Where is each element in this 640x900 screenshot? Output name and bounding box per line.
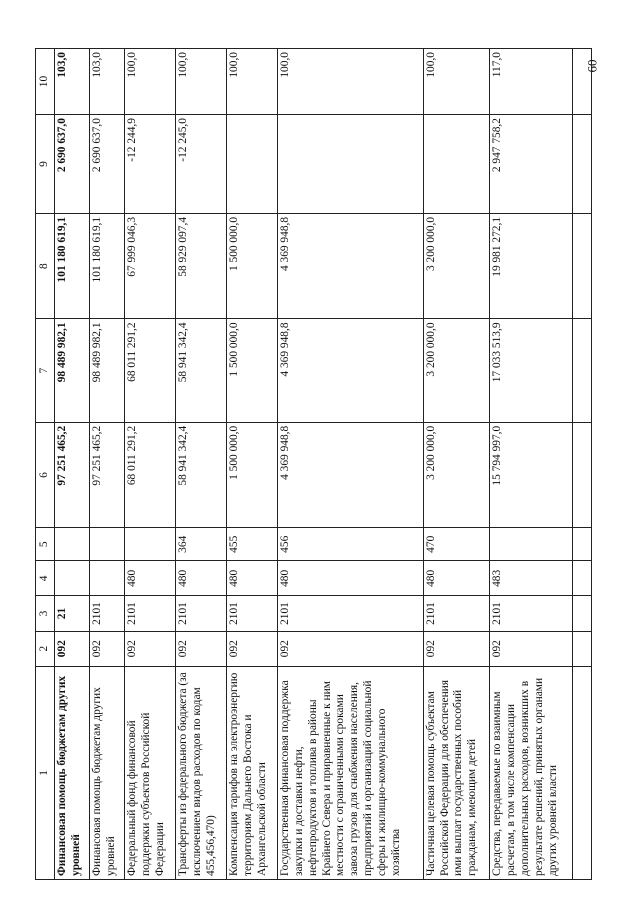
table-row [277, 49, 423, 880]
chapter-code: 092 [423, 631, 490, 666]
value-col-6: 58 941 342,4 [176, 422, 227, 528]
article-code: 480 [423, 561, 490, 596]
expense-type-code: 456 [277, 528, 423, 561]
header-col-4: 4 [36, 561, 55, 596]
budget-table [35, 48, 592, 880]
expense-type-code: 470 [423, 528, 490, 561]
row-name: Трансферты из федерального бюджета (за исключением видов расходов по кодам 455,456,470) [176, 666, 227, 879]
section-code: 2101 [277, 596, 423, 631]
percent-col-10: 100,0 [423, 49, 490, 115]
empty-cell [573, 319, 592, 422]
header-col-10: 10 [36, 49, 55, 115]
empty-cell [573, 631, 592, 666]
table-row [490, 49, 573, 880]
table-header-row [36, 49, 55, 880]
article-code [90, 561, 125, 596]
row-name: Средства, передаваемые по взаимным расчетам, в том числе компенсации дополнительных расходов, возникших в результате решений, принятых органами других уровней власти [490, 666, 573, 879]
header-col-5: 5 [36, 528, 55, 561]
value-col-9 [423, 115, 490, 214]
value-col-7: 1 500 000,0 [226, 319, 277, 422]
row-name: Частичная целевая помощь субъектам Российской Федерации для обеспечения ими выплат государственных пособий гражданам, имеющим детей [423, 666, 490, 879]
value-col-9 [277, 115, 423, 214]
percent-col-10: 117,0 [490, 49, 573, 115]
header-col-3: 3 [36, 596, 55, 631]
value-col-6: 1 500 000,0 [226, 422, 277, 528]
percent-col-10: 103,0 [90, 49, 125, 115]
value-col-8: 101 180 619,1 [55, 213, 90, 319]
expense-type-code [490, 528, 573, 561]
value-col-9: 2 947 758,2 [490, 115, 573, 214]
value-col-7: 98 489 982,1 [55, 319, 90, 422]
empty-cell [573, 422, 592, 528]
section-code: 2101 [423, 596, 490, 631]
value-col-9: -12 245,0 [176, 115, 227, 214]
table-row [226, 49, 277, 880]
header-col-8: 8 [36, 213, 55, 319]
percent-col-10: 100,0 [176, 49, 227, 115]
header-col-9: 9 [36, 115, 55, 214]
value-col-8: 67 999 046,3 [125, 213, 176, 319]
percent-col-10: 100,0 [226, 49, 277, 115]
expense-type-code [90, 528, 125, 561]
value-col-9 [226, 115, 277, 214]
percent-col-10: 100,0 [277, 49, 423, 115]
value-col-6: 97 251 465,2 [90, 422, 125, 528]
value-col-9: 2 690 637,0 [55, 115, 90, 214]
empty-cell [573, 528, 592, 561]
value-col-7: 68 011 291,2 [125, 319, 176, 422]
expense-type-code: 364 [176, 528, 227, 561]
chapter-code: 092 [90, 631, 125, 666]
value-col-6: 68 011 291,2 [125, 422, 176, 528]
value-col-7: 4 369 948,8 [277, 319, 423, 422]
value-col-8: 1 500 000,0 [226, 213, 277, 319]
empty-cell [573, 115, 592, 214]
row-name: Компенсация тарифов на электроэнергию территориям Дальнего Востока и Архангельской области [226, 666, 277, 879]
table-row [423, 49, 490, 880]
section-code: 21 [55, 596, 90, 631]
empty-cell [573, 49, 592, 115]
value-col-8: 19 981 272,1 [490, 213, 573, 319]
chapter-code: 092 [490, 631, 573, 666]
table-row [176, 49, 227, 880]
expense-type-code: 455 [226, 528, 277, 561]
chapter-code: 092 [125, 631, 176, 666]
article-code [55, 561, 90, 596]
article-code: 480 [176, 561, 227, 596]
table-wrapper [35, 48, 592, 880]
value-col-8: 4 369 948,8 [277, 213, 423, 319]
value-col-6: 15 794 997,0 [490, 422, 573, 528]
empty-cell [573, 596, 592, 631]
article-code: 480 [226, 561, 277, 596]
chapter-code: 092 [176, 631, 227, 666]
section-code: 2101 [176, 596, 227, 631]
chapter-code: 092 [55, 631, 90, 666]
table-row [55, 49, 90, 880]
header-col-2: 2 [36, 631, 55, 666]
value-col-8: 101 180 619,1 [90, 213, 125, 319]
table-body [55, 49, 592, 880]
table-row [90, 49, 125, 880]
value-col-6: 4 369 948,8 [277, 422, 423, 528]
article-code: 483 [490, 561, 573, 596]
table-row-empty [573, 49, 592, 880]
section-code: 2101 [226, 596, 277, 631]
empty-cell [573, 666, 592, 879]
percent-col-10: 103,0 [55, 49, 90, 115]
section-code: 2101 [125, 596, 176, 631]
section-code: 2101 [490, 596, 573, 631]
row-name: Федеральный фонд финансовой поддержки субъектов Российской Федерации [125, 666, 176, 879]
article-code: 480 [125, 561, 176, 596]
section-code: 2101 [90, 596, 125, 631]
page-number: 60 [584, 59, 600, 73]
value-col-9: 2 690 637,0 [90, 115, 125, 214]
empty-cell [573, 213, 592, 319]
value-col-7: 3 200 000,0 [423, 319, 490, 422]
value-col-8: 58 929 097,4 [176, 213, 227, 319]
expense-type-code [55, 528, 90, 561]
article-code: 480 [277, 561, 423, 596]
row-name: Финансовая помощь бюджетам других уровней [55, 666, 90, 879]
value-col-7: 58 941 342,4 [176, 319, 227, 422]
chapter-code: 092 [226, 631, 277, 666]
value-col-6: 97 251 465,2 [55, 422, 90, 528]
table-row [125, 49, 176, 880]
expense-type-code [125, 528, 176, 561]
value-col-6: 3 200 000,0 [423, 422, 490, 528]
empty-cell [573, 561, 592, 596]
value-col-8: 3 200 000,0 [423, 213, 490, 319]
value-col-7: 17 033 513,9 [490, 319, 573, 422]
row-name: Финансовая помощь бюджетам других уровней [90, 666, 125, 879]
chapter-code: 092 [277, 631, 423, 666]
header-col-7: 7 [36, 319, 55, 422]
row-name: Государственная финансовая поддержка закупки и доставки нефти, нефтепродуктов и топлива в районы Крайнего Севера и приравненные к ним местности с ограниченными сроками завоза грузов для снабжения населения, предприятий и организаций социальной сферы и жилищно-коммунального хозяйства [277, 666, 423, 879]
header-col-6: 6 [36, 422, 55, 528]
header-col-1: 1 [36, 666, 55, 879]
percent-col-10: 100,0 [125, 49, 176, 115]
value-col-7: 98 489 982,1 [90, 319, 125, 422]
value-col-9: -12 244,9 [125, 115, 176, 214]
